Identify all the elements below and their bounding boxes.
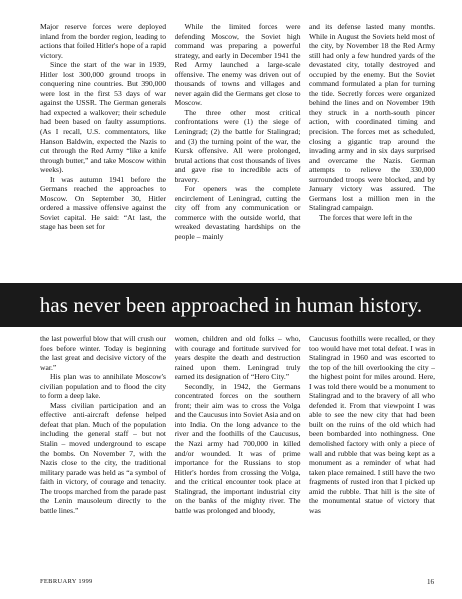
paragraph: Caucusus foothills were recalled, or they too would have met total defeat. I was in Stalingrad in 1960 and was escorted to the top of the hill overlooking the city – the highest point for miles around. Here, I was told there would be a monument to Stalingrad and to the bravery of all who defended it. From that viewpoint I was able to see the new city that had been built on the ruins of the old which had been bombarded into nothingness. One demolished factory with only a piece of wall and rubble that was being kept as a monument as a reminder of what had taken place remained. I still have the two fragments of rusted iron that I picked up amid the rubble. That hill is the site of the monumental statue of victory that was (309, 334, 435, 515)
paragraph: The three other most critical confrontations were (1) the siege of Leningrad; (2) the battle for Stalingrad; and (3) the turning point of the war, the Kursk offensive. All were prolonged, brutal actions that cost thousands of lives and gave rise to incredible acts of bravery. (174, 107, 301, 184)
page-number: 16 (427, 578, 434, 586)
paragraph: Major reserve forces were deployed inland from the border region, leading to actions that foiled Hitler's hope of a rapid victory. (40, 22, 166, 60)
column-top-1 (40, 22, 166, 280)
paragraph: The forces that were left in the (319, 212, 413, 222)
paragraph: Secondly, in 1942, the Germans concentrated forces on the southern front; their aim was to cross the Volga and the Caucusus into Soviet Asia and on into India. On the long advance to the river and the foothills of the Caucusus, the Nazi army had 700,000 in killed and/or wounded. It was of prime importance for the Russians to stop Hitler's hordes from crossing the Volga, and the critical encounter took place at Stalingrad, the important industrial city on the banks of the mighty river. The battle was prolonged and bloody, (174, 381, 301, 515)
footer-date: FEBRUARY 1999 (40, 578, 93, 585)
paragraph: His plan was to annihilate Moscow's civilian population and to flood the city to form a deep lake. (40, 372, 166, 401)
paragraph: the last powerful blow that will crush our foes before winter. Today is beginning the last great and decisive victory of the war.” (40, 334, 166, 372)
paragraph: and its defense lasted many months. While in August the Soviets held most of the city, by November 18 the Red Army still had only a few hundred yards of the devastated city, totally destroyed and occupied by the enemy. But the Soviet command formulated a plan for turning the tide. Secretly forces were organized behind the lines and on November 19th they struck in a north-south pincer action, with coordinated timing and precision. The forces met as scheduled, closing a gigantic trap around the invading army and in six days surprised and overcame the Nazis. German attempts to relieve the 330,000 surrounded troops were blocked, and by January victory was assured. The Germans lost a million men in the Stalingrad campaign. (309, 22, 435, 213)
top-columns (40, 22, 435, 280)
paragraph: women, children and old folks – who, with courage and fortitude survived for years despite the death and destruction rained upon them. Leningrad truly earned its designation of “Hero City.” (174, 334, 301, 382)
column-bottom-1 (40, 334, 166, 572)
column-bottom-3 (309, 334, 435, 572)
paragraph: Mass civilian participation and an effective anti-aircraft defense helped defeat that plan. Much of the population including the general staff – but not Stalin – moved underground to escape the bombs. On November 7, with the Nazis close to the city, the traditional military parade was held as “a symbol of faith in victory, of courage and tenacity. The troops marched from the parade past the Lenin mausoleum directly to the battle lines.” (40, 400, 166, 515)
pull-quote-text: has never been approached in human history. (39, 292, 423, 317)
paragraph: For openers was the complete encirclement of Leningrad, cutting the city off from any communication or commerce with the outside world, that wreaked devastating hardships on the people – mainly (174, 184, 301, 242)
pull-quote-banner (0, 283, 462, 327)
paragraph: It was autumn 1941 before the Germans reached the approaches to Moscow. On September 30, Hitler ordered a massive offensive against the Soviet capital. He said: “At last, the stage has been set for (40, 174, 166, 232)
column-bottom-2 (175, 334, 301, 572)
column-top-2 (175, 22, 301, 280)
bottom-columns (40, 334, 435, 572)
paragraph: Since the start of the war in 1939, Hitler lost 300,000 ground troops in conquering nine countries. But 390,000 were lost in the first 53 days of war against the USSR. The German generals had expected a walkover; their schedule had been based on faulty assumptions. (As I recall, U.S. commentators, like Hanson Baldwin, expected the Nazis to cut through the Red Army “like a knife through butter,” and take Moscow within weeks). (40, 60, 166, 175)
column-top-3 (309, 22, 435, 280)
paragraph: While the limited forces were defending Moscow, the Soviet high command was preparing a powerful strategy, and early in December 1941 the Red Army launched a large-scale offensive. The enemy was driven out of thousands of towns and villages and never again did the Germans get close to Moscow. (174, 22, 301, 108)
